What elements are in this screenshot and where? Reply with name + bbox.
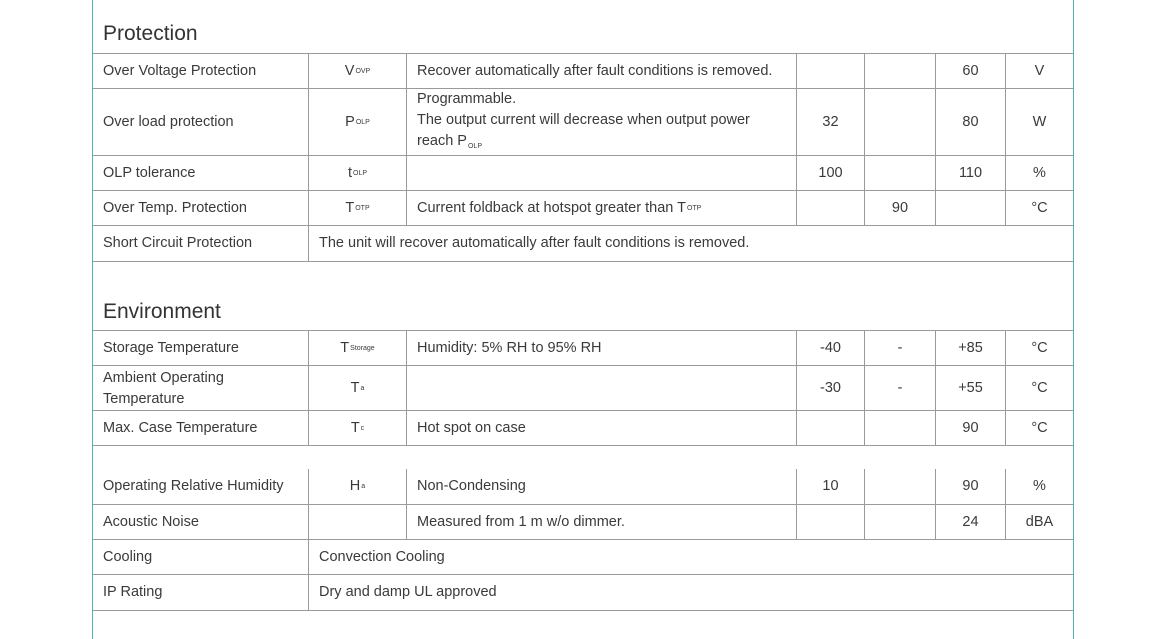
min-cell: 32	[796, 89, 864, 156]
unit-cell: dBA	[1005, 505, 1073, 540]
param-cell: Over load protection	[103, 114, 234, 130]
table-row	[93, 330, 1073, 366]
symbol-cell: T Storage	[308, 331, 406, 366]
table-row	[93, 539, 1073, 575]
table-row	[93, 574, 1073, 611]
condition-cell: Humidity: 5% RH to 95% RH	[406, 331, 796, 366]
table-row	[93, 365, 1073, 411]
param-cell: IP Rating	[103, 584, 163, 600]
max-cell: 60	[935, 54, 1005, 89]
symbol-cell: t OLP	[308, 156, 406, 191]
condition-cell	[406, 366, 796, 411]
symbol-cell: T c	[308, 411, 406, 446]
span-cell: The unit will recover automatically after fault conditions is removed.	[308, 226, 1073, 261]
unit-cell: °C	[1005, 411, 1073, 446]
table-row	[93, 410, 1073, 446]
unit-cell: W	[1005, 89, 1073, 156]
max-cell: 24	[935, 505, 1005, 540]
param-cell: Ambient Operating Temperature	[103, 369, 224, 407]
max-cell: +85	[935, 331, 1005, 366]
condition-cell: Hot spot on case	[406, 411, 796, 446]
min-cell: 10	[796, 469, 864, 504]
min-cell: -40	[796, 331, 864, 366]
param-cell: Cooling	[103, 549, 153, 565]
table-row	[93, 190, 1073, 226]
typ-cell	[864, 469, 935, 504]
table-row	[93, 469, 1073, 504]
typ-cell	[864, 505, 935, 540]
symbol-cell: V OVP	[308, 54, 406, 89]
table-row	[93, 155, 1073, 191]
symbol-cell: P OLP	[308, 89, 406, 156]
span-cell: Convection Cooling	[308, 540, 1073, 575]
min-cell	[796, 54, 864, 89]
symbol-cell: T OTP	[308, 191, 406, 226]
param-cell: Operating Relative Humidity	[103, 478, 284, 494]
typ-cell	[864, 89, 935, 156]
param-cell: Max. Case Temperature	[103, 420, 258, 436]
typ-cell	[864, 156, 935, 191]
min-cell	[796, 411, 864, 446]
section-title-environment: Environment	[103, 300, 221, 323]
param-cell: Acoustic Noise	[103, 514, 199, 530]
max-cell: 90	[935, 469, 1005, 504]
typ-cell	[864, 411, 935, 446]
typ-cell	[864, 54, 935, 89]
typ-cell: -	[864, 366, 935, 411]
section-title-protection: Protection	[103, 22, 198, 45]
param-cell: Over Temp. Protection	[103, 200, 247, 216]
condition-cell: Measured from 1 m w/o dimmer.	[406, 505, 796, 540]
unit-cell: V	[1005, 54, 1073, 89]
span-cell: Dry and damp UL approved	[308, 575, 1073, 610]
unit-cell: °C	[1005, 191, 1073, 226]
condition-cell: Programmable. The output current will decrease when output power reach $P_{OLP}$	[406, 89, 796, 156]
symbol-cell	[308, 505, 406, 540]
condition-cell: Current foldback at hotspot greater than T OTP	[406, 191, 796, 226]
min-cell	[796, 505, 864, 540]
symbol-cell: T a	[308, 366, 406, 411]
condition-cell: Recover automatically after fault conditions is removed.	[406, 54, 796, 89]
table-row	[93, 53, 1073, 89]
max-cell: 110	[935, 156, 1005, 191]
condition-cell	[406, 156, 796, 191]
spacer-row	[93, 445, 1073, 470]
unit-cell: °C	[1005, 331, 1073, 366]
max-cell: +55	[935, 366, 1005, 411]
max-cell: 80	[935, 89, 1005, 156]
param-cell: Short Circuit Protection	[103, 235, 253, 251]
max-cell: 90	[935, 411, 1005, 446]
min-cell	[796, 191, 864, 226]
table-row	[93, 88, 1073, 156]
spec-sheet	[92, 0, 1074, 639]
table-row	[93, 504, 1073, 540]
param-cell: OLP tolerance	[103, 165, 196, 181]
symbol-cell: H a	[308, 469, 406, 504]
param-cell: Storage Temperature	[103, 340, 239, 356]
min-cell: 100	[796, 156, 864, 191]
max-cell	[935, 191, 1005, 226]
unit-cell: °C	[1005, 366, 1073, 411]
param-cell: Over Voltage Protection	[103, 63, 257, 79]
min-cell: -30	[796, 366, 864, 411]
condition-cell: Non-Condensing	[406, 469, 796, 504]
typ-cell: 90	[864, 191, 935, 226]
typ-cell: -	[864, 331, 935, 366]
table-row	[93, 225, 1073, 262]
unit-cell: %	[1005, 469, 1073, 504]
unit-cell: %	[1005, 156, 1073, 191]
